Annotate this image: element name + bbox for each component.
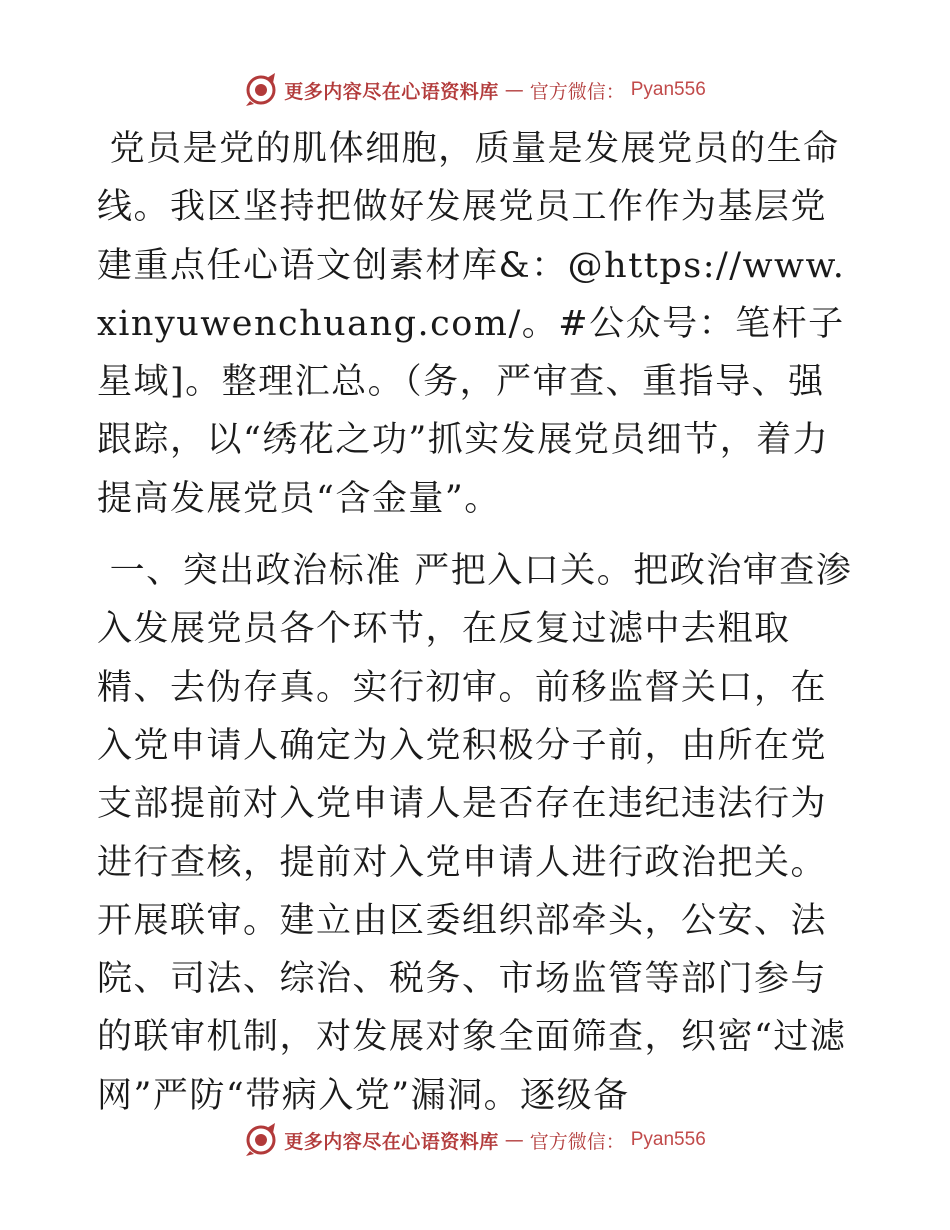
banner-main-text: 更多内容尽在心语资料库	[284, 80, 499, 103]
document-body	[97, 120, 857, 1125]
banner-dash: —	[504, 1129, 524, 1151]
header-banner	[0, 70, 950, 110]
banner-wechat-id: Pyan556	[630, 79, 706, 100]
banner-wechat-id: Pyan556	[630, 1129, 706, 1150]
brand-logo-icon	[244, 1123, 278, 1157]
banner-main-text: 更多内容尽在心语资料库	[284, 1130, 499, 1153]
paragraph-intro: 党员是党的肌体细胞，质量是发展党员的生命线。我区坚持把做好发展党员工作作为基层党建重点任心语文创素材库&：@https://www.xinyuwenchuang.com/。#公众号：笔杆子星域]。整理汇总。（务，严审查、重指导、强跟踪，以“绣花之功”抓实发展党员细节，着力提高发展党员“含金量”。	[97, 129, 846, 519]
brand-logo-icon	[244, 73, 278, 107]
paragraph-section-one: 一、突出政治标准 严把入口关。把政治审查渗入发展党员各个环节，在反复过滤中去粗取精、去伪存真。实行初审。前移监督关口，在入党申请人确定为入党积极分子前，由所在党支部提前对入党申请人是否存在违纪违法行为进行查核，提前对入党申请人进行政治把关。开展联审。建立由区委组织部牵头，公安、法院、司法、综治、税务、市场监管等部门参与的联审机制，对发展对象全面筛查，织密“过滤网”严防“带病入党”漏洞。逐级备	[97, 551, 853, 1116]
banner-wechat-label: 官方微信：	[529, 1130, 625, 1153]
banner-dash: —	[504, 79, 524, 101]
banner-wechat-label: 官方微信：	[529, 80, 625, 103]
footer-banner	[0, 1120, 950, 1160]
